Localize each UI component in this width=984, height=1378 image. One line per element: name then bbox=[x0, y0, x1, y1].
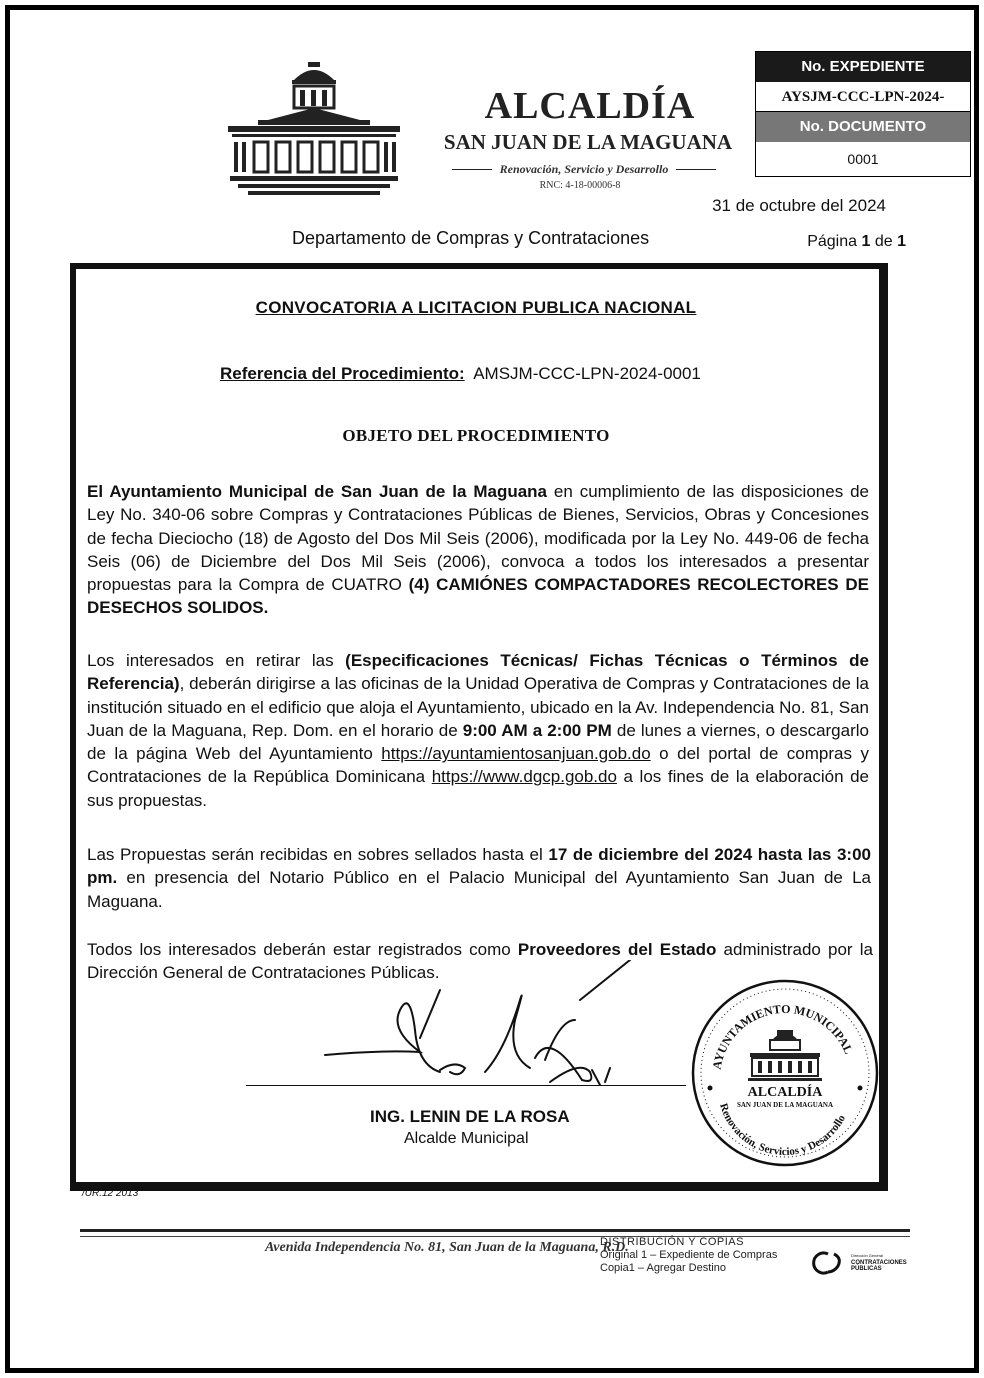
city-hall-logo bbox=[228, 62, 400, 197]
slogan-rule-left bbox=[452, 169, 492, 170]
p3-text-2: en presencia del Notario Público en el Palacio Municipal del Ayuntamiento San Juan de La Maguana. bbox=[87, 868, 871, 911]
page-prefix: Página bbox=[807, 233, 858, 250]
expediente-value: AYSJM-CCC-LPN-2024- bbox=[756, 82, 970, 112]
object-heading: OBJETO DEL PROCEDIMIENTO bbox=[342, 426, 610, 445]
p3-bold-1: 17 de diciembre del 2024 hasta las 3:00 pm. bbox=[87, 845, 871, 888]
department-name: Departamento de Compras y Contrataciones bbox=[292, 228, 650, 248]
seal-center-title: ALCALDÍA bbox=[747, 1085, 823, 1100]
letterhead-slogan bbox=[418, 160, 750, 178]
documento-value: 0001 bbox=[756, 142, 970, 176]
distribution-line-1: Original 1 – Expediente de Compras bbox=[600, 1249, 778, 1261]
p2-bold-2: 9:00 AM a 2:00 PM bbox=[462, 720, 612, 740]
distribution-line-2: Copia1 – Agregar Destino bbox=[600, 1262, 726, 1274]
p4-bold-1: Proveedores del Estado bbox=[517, 940, 717, 959]
reference-value: AMSJM-CCC-LPN-2024-0001 bbox=[473, 364, 701, 383]
paragraph-deadline bbox=[87, 843, 871, 913]
seal-bottom-text: Renovación, Servicios y Desarrollo bbox=[717, 1101, 848, 1158]
notice-heading: CONVOCATORIA A LICITACION PUBLICA NACIONAL bbox=[255, 298, 697, 317]
p2-text-1: Los interesados en retirar las bbox=[87, 651, 346, 670]
slogan-rule-right bbox=[676, 169, 716, 170]
signature-line bbox=[246, 1085, 686, 1086]
p4-text-1: Todos los interesados deberán estar registrados como bbox=[87, 940, 518, 959]
footer-rule-thin bbox=[80, 1236, 910, 1237]
letterhead-rnc: RNC: 4-18-00006-8 bbox=[539, 180, 621, 191]
file-number-box bbox=[755, 51, 971, 177]
signer-title: Alcalde Municipal bbox=[404, 1130, 529, 1147]
reference-label: Referencia del Procedimiento: bbox=[220, 364, 465, 383]
ayuntamiento-link[interactable]: https://ayuntamientosanjuan.gob.do bbox=[381, 744, 651, 764]
p2-text-2: , deberán dirigirse a las oficinas de la Unidad Operativa de Compras y Contrataciones de la institución situado en el edificio que aloja el Ayuntamiento, ubicado en la Av. Independencia No. 81, San Juan de la Maguana, Rep. Dom. en el horario de bbox=[87, 674, 869, 740]
page-sep: de bbox=[874, 233, 893, 250]
dgcp-line-2: CONTRATACIONES bbox=[851, 1259, 907, 1266]
slogan-text: Renovación, Servicio y Desarrollo bbox=[499, 161, 669, 176]
footer-address: Avenida Independencia No. 81, San Juan de la Maguana, R.D. bbox=[265, 1240, 629, 1255]
dgcp-link[interactable]: https://www.dgcp.gob.do bbox=[431, 767, 617, 787]
handwritten-signature bbox=[320, 960, 650, 1100]
procedure-reference bbox=[220, 364, 701, 384]
document-date: 31 de octubre del 2024 bbox=[712, 196, 886, 215]
dgcp-line-1: Dirección General bbox=[851, 1253, 884, 1258]
signer-name: ING. LENIN DE LA ROSA bbox=[370, 1107, 570, 1126]
dgcp-line-3: PÚBLICAS bbox=[851, 1266, 882, 1272]
distribution-heading: DISTRIBUCIÓN Y COPIAS bbox=[600, 1236, 744, 1248]
p4-text-2: administrado por la Dirección General de Contrataciones Públicas. bbox=[87, 940, 873, 983]
page-number bbox=[760, 233, 906, 251]
page-total: 1 bbox=[897, 233, 906, 250]
p2-text-4: o del portal de compras y Contrataciones de la República Dominicana bbox=[87, 744, 869, 787]
p2-bold-1: (Especificaciones Técnicas/ Fichas Técnicas o Términos de Referencia) bbox=[87, 651, 869, 694]
letterhead-title: ALCALDÍA bbox=[484, 85, 696, 127]
official-seal bbox=[690, 978, 880, 1168]
dgcp-logo-text bbox=[851, 1253, 907, 1273]
seal-top-text: AYUNTAMIENTO MUNICIPAL bbox=[709, 1001, 856, 1071]
form-code: /UR.12 2013 bbox=[82, 1188, 139, 1199]
p1-bold-1: El Ayuntamiento Municipal de San Juan de la Maguana bbox=[87, 482, 548, 501]
footer-rule-thick bbox=[80, 1229, 910, 1232]
paragraph-object bbox=[87, 480, 869, 620]
letterhead-city: SAN JUAN DE LA MAGUANA bbox=[443, 130, 733, 154]
p1-text-1: en cumplimiento de las disposiciones de Ley No. 340-06 sobre Compras y Contrataciones Públicas de Bienes, Servicios, Obras y Concesiones de fecha Dieciocho (18) de Agosto del Dos Mil Seis (2006), modificada por la Ley No. 449-06 de fecha Seis (06) de Diciembre del Dos Mil Seis (2006), convoca a todos los interesados a presentar propuestas para la Compra de CUATRO bbox=[87, 482, 869, 595]
p2-text-3: de lunes a viernes, o descargarlo de la página Web del Ayuntamiento bbox=[87, 720, 869, 764]
p3-text-1: Las Propuestas serán recibidas en sobres sellados hasta el bbox=[87, 845, 549, 864]
p1-bold-2: (4) CAMIÓNES COMPACTADORES RECOLECTORES DE DESECHOS SOLIDOS. bbox=[87, 575, 869, 618]
seal-center-city: SAN JUAN DE LA MAGUANA bbox=[736, 1101, 834, 1109]
distribution-copies bbox=[600, 1236, 777, 1275]
page-current: 1 bbox=[861, 233, 871, 250]
documento-label: No. DOCUMENTO bbox=[756, 112, 970, 142]
p2-text-5: a los fines de la elaboración de sus propuestas. bbox=[87, 767, 869, 810]
expediente-label: No. EXPEDIENTE bbox=[756, 52, 970, 82]
paragraph-specs bbox=[87, 649, 869, 812]
